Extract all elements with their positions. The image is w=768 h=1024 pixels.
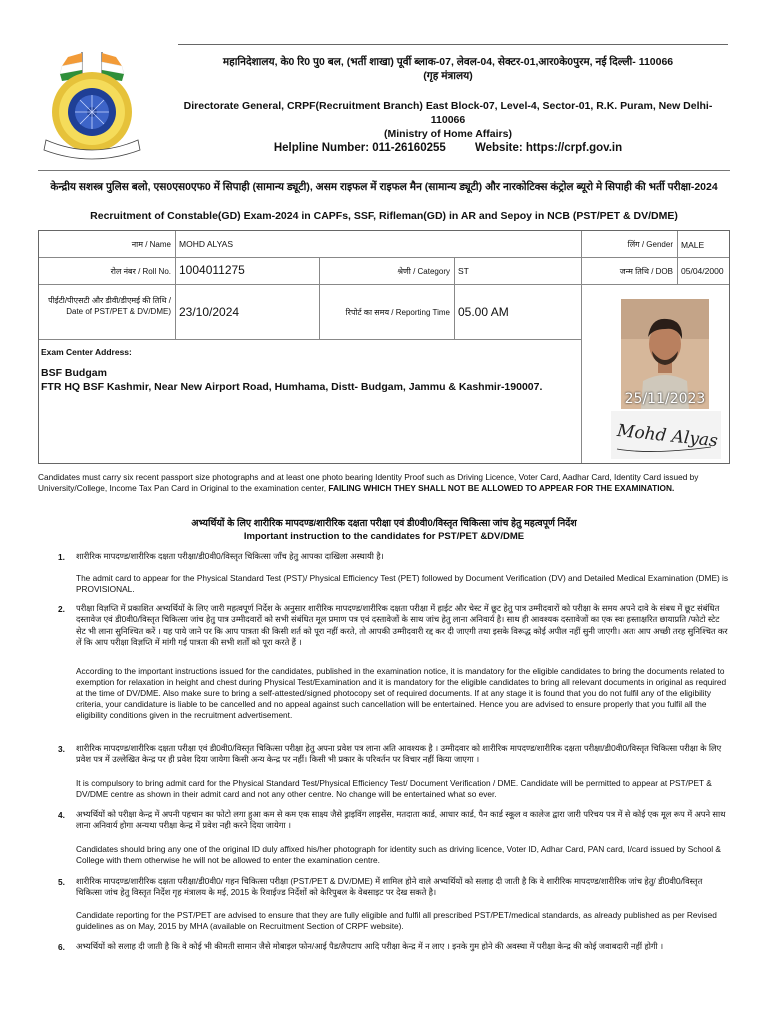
crpf-emblem-logo bbox=[38, 48, 146, 160]
table-rule bbox=[454, 257, 455, 339]
notice-text: Candidates must carry six recent passport size photographs and at least one photo bearing Identity Proof such as Driving Licence, Voter Card, Aadhar Card, Identity Card issued by University/College, Income Tax Pan Card in Original to the examination center, bbox=[38, 472, 699, 493]
exam-center-name: BSF Budgam bbox=[41, 367, 107, 379]
exam-center-label: Exam Center Address: bbox=[41, 347, 132, 357]
category-label: श्रेणी / Category bbox=[397, 267, 450, 276]
roll-value: 1004011275 bbox=[179, 263, 245, 277]
photo-date-stamp: 25/11/2023 bbox=[624, 391, 706, 407]
instruction-4-english: Candidates should bring any one of the original ID duly affixed his/her photograph for identity such as driving licence, Voter ID, Adhar Card, PAN card, I/card issued by School & College with them otherwise he will not be allowed to enter the examination centre. bbox=[76, 844, 721, 865]
candidate-info-table bbox=[38, 230, 730, 464]
gender-label: लिंग / Gender bbox=[627, 240, 673, 249]
table-rule bbox=[39, 339, 581, 340]
instruction-4-hindi: अभ्यर्थियों को परीक्षा केन्द्र में अपनी पहचान का फोटो लगा हुआ कम से कम एक साक्ष्य जैसे ड्राइविंग लाइसेंस, मतदाता कार्ड, आधार कार्ड, पैन कार्ड स्कूल व कालेज द्वारा जारी परिचय पत्र में से कोई एक मूल रूप में अपने साथ लाना अनिवार्य होगा अन्यथा परीक्षा केन्द्र में प्रवेश नही करने दिया जायेगा । bbox=[76, 809, 726, 831]
instruction-2-hindi: परीक्षा विज्ञप्ति में प्रकाशित अभ्यर्थियों के लिए जारी महत्वपूर्ण निर्देश के अनुसार शारीरिक मापदण्ड/शारीरिक दक्षता परीक्षा में हाईट और चेस्ट में छूट हेतु पात्र उम्मीदवारों को परीक्षा के समय अपने दावे के संबध में छूट संबंधित दस्तावेज एवं डी0वी0/विस्तृत चिकित्सा जांच हेतु पात्र उम्मीदवारों को सभी संबंधित मूल प्रमाण पत्र एवं दस्तावेजों के साथ जांच हेतु लाना अनिवार्य है। साथ ही आवश्यक दस्तावेजों का एक स्वः हस्ताक्षरित छायाप्रति /फोटो स्टेट सेट भी लाना सुनिश्चित करें । यह पाये जाने पर कि आप पात्रता की किसी शर्त को पूरा नहीं करते, तो आपकी उम्मीदवारी रद्द कर दी जाएगी तथा इसके विरूद्ध कोई अपील नहीं सुनी जाएगी। अतः आप अच्छी तरह सुनिश्चित कर लें कि आप परीक्षा विज्ञप्ति में मांगी गई पात्रता की सभी शर्तों को पूरा करते हैं । bbox=[76, 603, 728, 647]
reporting-time-value: 05.00 AM bbox=[458, 305, 509, 319]
name-label: नाम / Name bbox=[131, 240, 171, 249]
instruction-2-english: According to the important instructions issued for the candidates, published in the examination notice, it is mandatory for the eligible candidates to bring the documents related to exemption for relaxation in height and chest during Physical Test/Examination and it is mandatory for the eligible candidates to bring all relevant documents in original as required at the time of DV/DME. Also make sure to bring a self-attested/signed photocopy set of required documents. If at any stage it is found that you do not fulfil any of the eligibility criteria, your candidature is liable to be cancelled and no appeal against such cancellation will be entertained. Hence you are advised to ensure properly that you fulfil all the eligibility conditions given in the recruitment advertisement. bbox=[76, 666, 727, 720]
reporting-time-label: रिपोर्ट का समय / Reporting Time bbox=[345, 308, 450, 317]
header-address-english-text: Directorate General, CRPF(Recruitment Branch) East Block-07, Level-4, Sector-01, R.K. Puram, New Delhi-110066 bbox=[183, 100, 713, 126]
photo-id-notice bbox=[38, 472, 730, 494]
notice-warning: FAILING WHICH THEY SHALL NOT BE ALLOWED TO APPEAR FOR THE EXAMINATION. bbox=[328, 483, 675, 493]
exam-date-label: पीईटी/पीएसटी और डीवी/डीएमई की तिथि / Date of PST/PET & DV/DME) bbox=[48, 296, 171, 316]
category-value: ST bbox=[458, 266, 469, 276]
table-rule bbox=[677, 231, 678, 284]
header-address-english bbox=[168, 99, 728, 141]
candidate-photo bbox=[621, 299, 709, 409]
instruction-number: 3. bbox=[58, 744, 65, 754]
dob-value: 05/04/2000 bbox=[681, 266, 724, 276]
exam-title-hindi: केन्द्रीय सशस्त्र पुलिस बलो, एस0एस0एफ0 में सिपाही (सामान्य ड्यूटी), असम राइफल में राइफल मैन (सामान्य ड्यूटी) और नारकोटिक्स कंट्रोल ब्यूरो मे सिपाही की भर्ती परीक्षा-2024 bbox=[50, 181, 718, 193]
header-ministry-english: (Ministry of Home Affairs) bbox=[384, 128, 512, 140]
table-rule bbox=[581, 231, 582, 463]
website-link[interactable]: Website: https://crpf.gov.in bbox=[474, 142, 623, 154]
candidate-signature bbox=[611, 411, 721, 459]
instruction-5-english: Candidate reporting for the PST/PET are advised to ensure that they are fully eligible and fulfil all prescribed PST/PET/medical standards, as already published as per Revised guidelines as on May, 2015 by MHA (available on Recruitment Section of CRPF website). bbox=[76, 910, 717, 931]
helpline-row bbox=[168, 142, 728, 154]
instruction-3-english: It is compulsory to bring admit card for the Physical Standard Test/Physical Efficiency Test/ Document Verification / DME. Candidate will be permitted to appear at PST/PET & DV/DME centre as shown in their admit card and not any other centre. No change will be entertained what so ever. bbox=[76, 778, 712, 799]
exam-date-value: 23/10/2024 bbox=[179, 305, 240, 319]
roll-label: रोल नंबर / Roll No. bbox=[110, 267, 171, 276]
header-bottom-rule bbox=[38, 170, 730, 171]
instruction-number: 6. bbox=[58, 942, 65, 952]
table-rule bbox=[39, 284, 729, 285]
table-rule bbox=[319, 257, 320, 339]
table-rule bbox=[39, 257, 729, 258]
header-address-hindi-text: महानिदेशालय, के0 रि0 पु0 बल, (भर्ती शाखा) पूर्वी ब्लाक-07, लेवल-04, सेक्टर-01,आर0के0पुरम, नई दिल्ली- 110066 bbox=[222, 56, 674, 68]
instruction-1-english: The admit card to appear for the Physical Standard Test (PST)/ Physical Efficiency Test (PET) followed by Document Verification (DV) and Detailed Medical Examination (DME) is PROVISIONAL. bbox=[76, 573, 729, 594]
instruction-number: 5. bbox=[58, 877, 65, 887]
exam-title-english: Recruitment of Constable(GD) Exam-2024 in CAPFs, SSF, Rifleman(GD) in AR and Sepoy in NCB (PST/PET & DV/DME) bbox=[90, 210, 678, 222]
instruction-3-hindi: शारीरिक मापदण्ड/शारीरिक दक्षता परीक्षा एवं डी0वी0/विस्तृत चिकित्सा परीक्षा हेतु अपना प्रवेश पत्र लाना अति आवश्यक है । उम्मीदवार को शारीरिक मापदण्ड/शारीरिक दक्षता परीक्षा/डी0वी0/विस्तृत चिकित्सा परीक्षा के लिए प्रवेश पत्र में उल्लेखित केन्द्र पर ही प्रवेश दिया जायेगा किसी अन्य केन्द्र पर नहीं। किसी भी प्रकार के परिवर्तन पर विचार नहीं किया जाएगा । bbox=[76, 743, 722, 765]
instruction-number: 1. bbox=[58, 552, 65, 562]
instruction-1-hindi: शारीरिक मापदण्ड/शारीरिक दक्षता परीक्षा/डी0वी0/विस्तृत चिकित्सा जाँच हेतु आपका दाखिला अस्थायी है। bbox=[76, 551, 384, 561]
header-ministry-hindi: (गृह मंत्रालय) bbox=[423, 70, 473, 82]
helpline-number: Helpline Number: 011-26160255 bbox=[273, 142, 446, 154]
dob-label: जन्म तिथि / DOB bbox=[619, 267, 673, 276]
header-address-hindi bbox=[168, 55, 728, 83]
name-value: MOHD ALYAS bbox=[179, 239, 234, 249]
table-rule bbox=[175, 231, 176, 339]
gender-value: MALE bbox=[681, 240, 705, 250]
svg-text:Mohd Alyas: Mohd Alyas bbox=[616, 420, 719, 452]
header-top-rule bbox=[178, 44, 728, 45]
instructions-heading-hindi: अभ्यर्थियों के लिए शारीरिक मापदण्ड/शारीरिक दक्षता परीक्षा एवं डी0वी0/विस्तृत चिकित्सा जांच हेतु महत्वपूर्ण निर्देश bbox=[191, 518, 577, 529]
instruction-5-hindi: शारीरिक मापदण्ड/शारीरिक दक्षता परीक्षा/डी0वी0/ गहन चिकित्सा परीक्षा (PST/PET & DV/DME) में शामिल होने वाले अभ्यर्थियों को सलाह दी जाती है कि वे शारीरिक मापदण्ड/शारीरिक जांच हेतु/ डी0वी0/विस्तृत चिकित्सा जांच हेतु विस्तृत निर्देश गृह मंत्रालय के मई, 2015 के रिवाईज्ड निर्देशों को केरिपुबल के वेबसाइट पर देख सकते है। bbox=[76, 876, 703, 898]
instruction-6-hindi: अभ्यर्थियों को सलाह दी जाती है कि वे कोई भी कीमती सामान जैसे मोबाइल फोन/आई पैड/लैपटाप आदि परीक्षा केन्द्र में न लाए । इनके गुम होने की अवस्था में परीक्षा केन्द्र की कोई जवाबदारी नहीं होगी । bbox=[76, 941, 664, 951]
instructions-heading-english: Important instruction to the candidates for PST/PET &DV/DME bbox=[243, 531, 525, 542]
exam-center-address: FTR HQ BSF Kashmir, Near New Airport Road, Humhama, Distt- Budgam, Jammu & Kashmir-190007. bbox=[41, 381, 543, 393]
instruction-number: 2. bbox=[58, 604, 65, 614]
instruction-number: 4. bbox=[58, 810, 65, 820]
